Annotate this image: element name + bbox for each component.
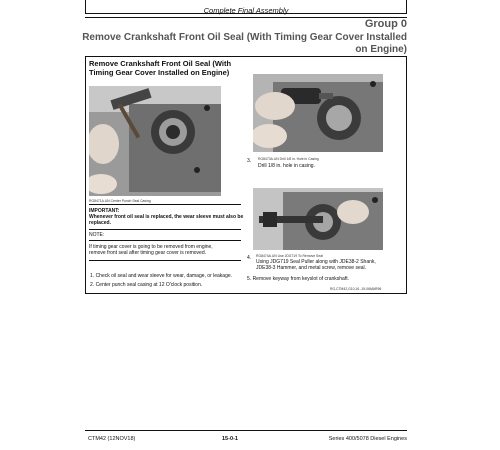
header-rule bbox=[85, 17, 407, 18]
footer-rule bbox=[85, 430, 407, 431]
note-text-line-1: If timing gear cover is going to be removed from engine, bbox=[89, 244, 213, 250]
photo-seal-puller bbox=[253, 188, 383, 250]
step-5-text: Remove keyway from keyslot of crankshaft. bbox=[252, 276, 349, 282]
important-label: IMPORTANT: bbox=[89, 208, 120, 214]
footer-page-number: 15-0-1 bbox=[222, 436, 238, 442]
photo-drill-caption: RG8473A.UN Drill 1/8 in. Hole in Casing bbox=[258, 157, 319, 161]
note-text-line-2: remove front seal after timing gear cover is removed. bbox=[89, 250, 206, 257]
photo-drill-illustration bbox=[253, 74, 383, 152]
step-3-text: Drill 1/8 in. hole in casing. bbox=[258, 163, 315, 169]
photo-center-punch-caption: RG8471A.UN Center Punch Seal Casing bbox=[89, 199, 151, 203]
running-header-title: Complete Final Assembly bbox=[203, 6, 289, 15]
step-2-number: 2. bbox=[90, 282, 95, 288]
step-4-text bbox=[256, 259, 401, 272]
note-rule bbox=[89, 240, 241, 241]
footer-manual-id: CTM42 (12NOV18) bbox=[88, 436, 136, 442]
photo-seal-puller-caption: RG8474A.UN Use JDG719 To Remove Seal bbox=[256, 254, 323, 258]
footer-series: Series 400/5078 Diesel Engines bbox=[328, 436, 407, 442]
photo-center-punch-illustration bbox=[89, 86, 221, 196]
step-3-number: 3. bbox=[247, 158, 252, 164]
step-2 bbox=[90, 282, 202, 288]
important-text: Whenever front oil seal is replaced, the wear sleeve must also be replaced. bbox=[89, 214, 244, 227]
group-heading: Group 0 bbox=[364, 18, 407, 30]
important-rule bbox=[89, 229, 241, 230]
section-title bbox=[77, 32, 407, 56]
section-title-line-1: Remove Crankshaft Front Oil Seal (With Timing Gear Cover Installed bbox=[82, 32, 407, 43]
section-title-line-2: on Engine) bbox=[355, 44, 407, 55]
note-label: NOTE: bbox=[89, 232, 105, 238]
step-1-text: Check oil seal and wear sleeve for wear, damage, or leakage. bbox=[95, 273, 233, 279]
step-5 bbox=[247, 276, 349, 282]
photo-drill bbox=[253, 74, 383, 152]
photo-seal-puller-illustration bbox=[253, 188, 383, 250]
procedure-title-line-2: Timing Gear Cover Installed on Engine) bbox=[89, 68, 230, 77]
note-text bbox=[89, 244, 249, 257]
step-4-text-line-1: Using JDG719 Seal Puller along with JDE38-2 Shank, bbox=[256, 259, 376, 265]
photo-center-punch bbox=[89, 86, 221, 196]
reference-code: RG,CTM42,G10,16 -19-06MAR96 bbox=[330, 287, 382, 291]
step-1 bbox=[90, 273, 232, 279]
step-4-number: 4. bbox=[247, 255, 252, 261]
step-5-number: 5. bbox=[247, 276, 252, 282]
step-4-text-line-2: JDE38-3 Hammer, and metal screw, remove seal. bbox=[256, 265, 367, 272]
procedure-title-line-1: Remove Crankshaft Front Oil Seal (With bbox=[89, 59, 232, 68]
note-end-rule bbox=[89, 260, 241, 261]
caption-rule-1 bbox=[89, 204, 241, 205]
step-2-text: Center punch seal casing at 12 O'clock position. bbox=[95, 282, 203, 288]
procedure-title bbox=[89, 59, 249, 77]
step-1-number: 1. bbox=[90, 273, 95, 279]
